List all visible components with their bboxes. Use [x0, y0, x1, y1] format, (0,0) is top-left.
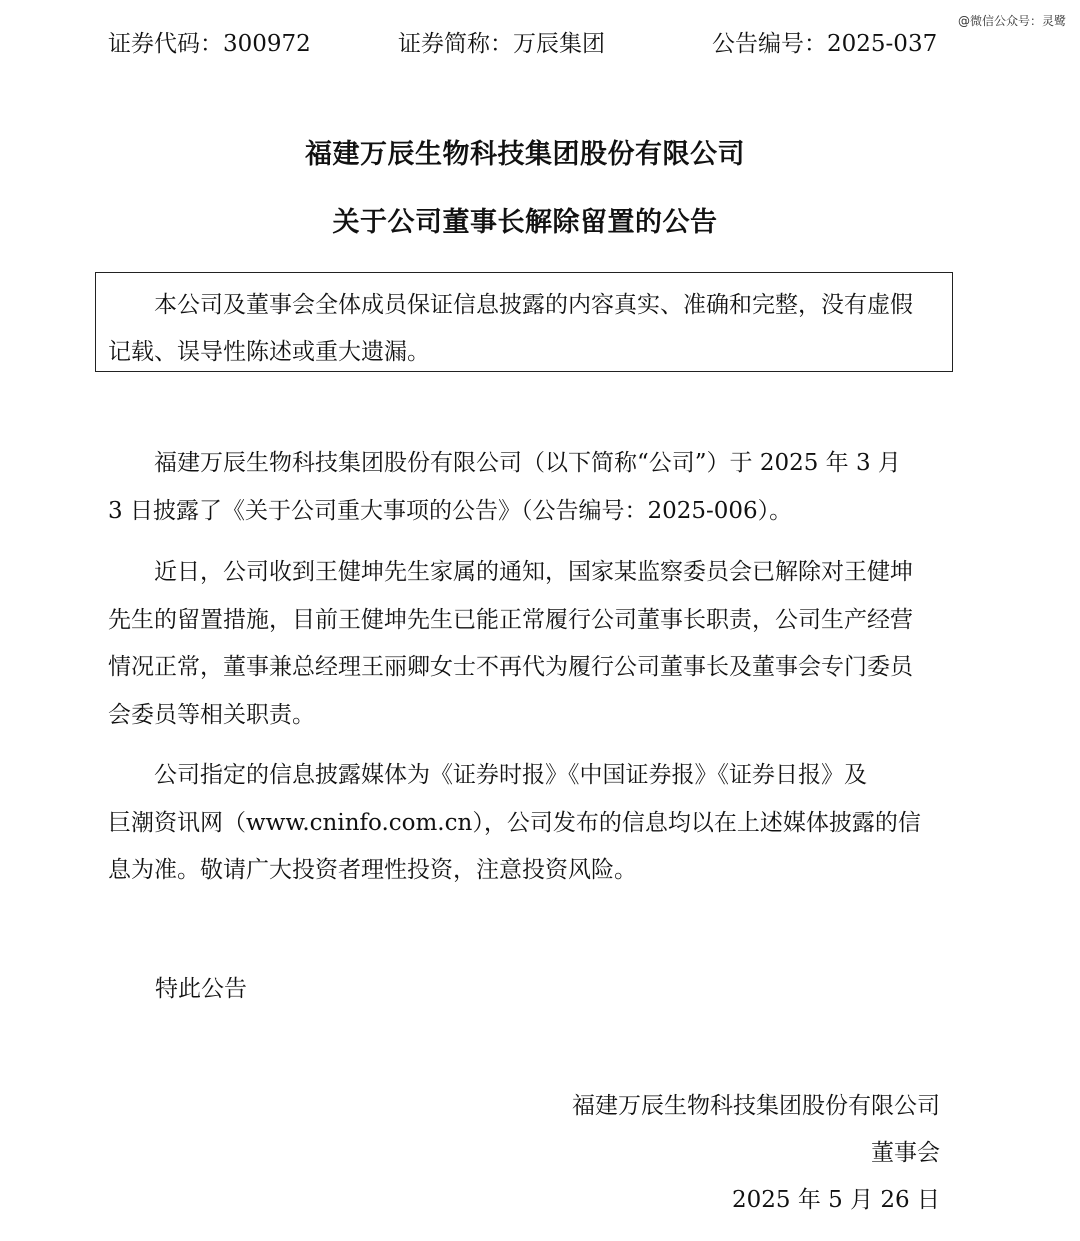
paragraph-update [108, 549, 948, 739]
disclaimer-line: 本公司及董事会全体成员保证信息披露的内容真实、准确和完整，没有虚假 [154, 292, 913, 318]
paragraph-line: 3 日披露了《关于公司重大事项的公告》（公告编号：2025-006）。 [108, 497, 793, 524]
signature-board: 董事会 [871, 1140, 940, 1166]
paragraph-line: 先生的留置措施，目前王健坤先生已能正常履行公司董事长职责，公司生产经营 [108, 606, 913, 633]
announcement-number: 公告编号：2025-037 [712, 31, 938, 57]
paragraph-line: 福建万辰生物科技集团股份有限公司（以下简称“公司”）于 2025 年 3 月 [154, 450, 901, 476]
disclaimer-line: 记载、误导性陈述或重大遗漏。 [108, 339, 430, 365]
paragraph-background [108, 440, 948, 535]
paragraph-line: 会委员等相关职责。 [108, 701, 315, 728]
stock-abbreviation: 证券简称：万辰集团 [398, 31, 605, 57]
watermark: @微信公众号：灵鹭 [957, 14, 1066, 28]
disclaimer-box [95, 272, 953, 372]
paragraph-line: 巨潮资讯网（www.cninfo.com.cn），公司发布的信息均以在上述媒体披露的信 [108, 809, 921, 836]
signature-date: 2025 年 5 月 26 日 [732, 1187, 940, 1213]
document-header [0, 26, 1080, 62]
company-title: 福建万辰生物科技集团股份有限公司 [305, 139, 745, 170]
paragraph-line: 近日，公司收到王健坤先生家属的通知，国家某监察委员会已解除对王健坤 [154, 559, 913, 585]
paragraph-line: 息为准。敬请广大投资者理性投资，注意投资风险。 [108, 857, 637, 883]
signature-company: 福建万辰生物科技集团股份有限公司 [572, 1093, 940, 1119]
paragraph-line: 公司指定的信息披露媒体为《证券时报》《中国证券报》《证券日报》及 [154, 762, 867, 788]
stock-code: 证券代码：300972 [108, 31, 311, 57]
paragraph-media [108, 752, 948, 895]
announcement-title: 关于公司董事长解除留置的公告 [332, 207, 718, 238]
paragraph-line: 情况正常，董事兼总经理王丽卿女士不再代为履行公司董事长及董事会专门委员 [108, 654, 913, 680]
closing-statement: 特此公告 [155, 976, 247, 1002]
